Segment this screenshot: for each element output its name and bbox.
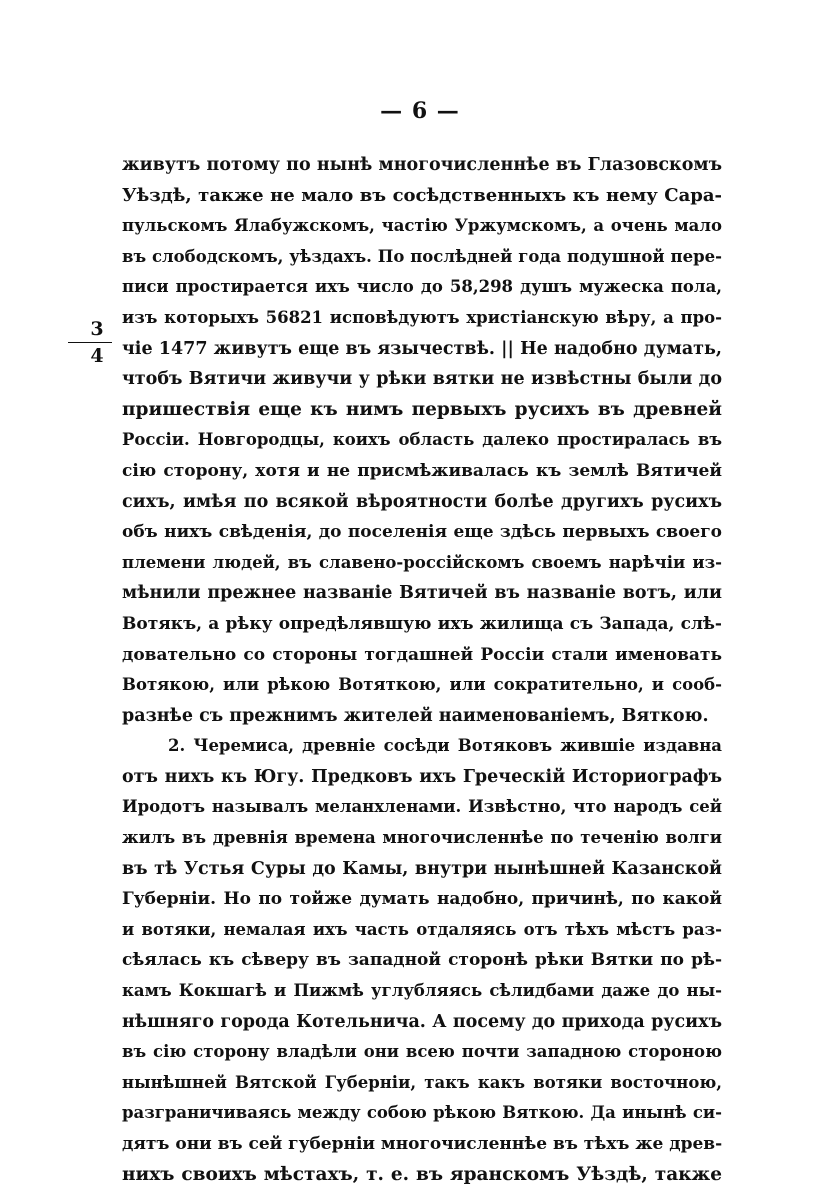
text-line: нѣшняго города Котельнича. А посему до прихода русихъ xyxy=(122,1011,722,1032)
margin-marker-bottom: 4 xyxy=(90,345,104,367)
text-line: сію сторону, хотя и не присмѣживалась къ землѣ Вятичей xyxy=(122,460,722,481)
text-line: дятъ они въ сей губерніи многочисленнѣе въ тѣхъ же древ- xyxy=(122,1134,723,1154)
text-line: нихъ своихъ мѣстахъ, т. е. въ яранскомъ Уѣздѣ, также xyxy=(122,1163,722,1185)
text-line: Россіи. Новгородцы, коихъ область далеко простиралась въ xyxy=(122,430,722,450)
text-line: камъ Кокшагѣ и Пижмѣ углубляясь сѣлидбами даже до ны- xyxy=(122,981,722,1001)
text-line: живутъ потому по нынѣ многочисленнѣе въ Глазовскомъ xyxy=(122,155,722,175)
text-line: объ нихъ свѣденія, до поселенія еще здѣсь первыхъ своего xyxy=(122,522,722,543)
text-line: чтобъ Вятичи живучи у рѣки вятки не извѣстны были до xyxy=(122,369,722,390)
text-line: въ слободскомъ, уѣздахъ. По послѣдней года подушной пере- xyxy=(122,246,722,266)
text-line: Губерніи. Но по тойже думать надобно, причинѣ, по какой xyxy=(122,889,722,910)
text-line: нынѣшней Вятской Губерніи, такъ какъ вотяки восточною, xyxy=(122,1072,722,1092)
text-line: писи простирается ихъ число до 58,298 душъ мужеска пола, xyxy=(122,277,722,297)
page-number: — 6 — xyxy=(380,98,460,124)
text-line: пришествія еще къ нимъ первыхъ русихъ въ древней xyxy=(122,398,722,420)
text-line: довательно со стороны тогдашней Россіи стали именовать xyxy=(122,644,722,665)
text-line: разграничиваясь между собою рѣкою Вяткою. Да инынѣ си- xyxy=(122,1103,722,1123)
text-line: Вотякъ, а рѣку опредѣлявшую ихъ жилища съ Запада, слѣ- xyxy=(122,613,722,634)
body-text xyxy=(122,150,722,1190)
text-line: сихъ, имѣя по всякой вѣроятности болѣе другихъ русихъ xyxy=(122,491,722,512)
text-line: изъ которыхъ 56821 исповѣдуютъ христіанскую вѣру, а про- xyxy=(122,307,722,327)
margin-marker-rule xyxy=(68,342,112,343)
text-line: жилъ въ древнія времена многочисленнѣе по теченію волги xyxy=(122,828,722,848)
text-line: мѣнили прежнее названіе Вятичей въ названіе вотъ, или xyxy=(122,583,722,604)
text-line: отъ нихъ къ Югу. Предковъ ихъ Греческій Историографъ xyxy=(122,766,722,787)
margin-marker-top: 3 xyxy=(90,318,104,340)
margin-page-marker xyxy=(82,318,112,367)
text-line: чіе 1477 живутъ еще въ язычествѣ. || Не надобно думать, xyxy=(122,338,722,359)
text-line: и вотяки, немалая ихъ часть отдаляясь отъ тѣхъ мѣстъ раз- xyxy=(122,919,722,939)
text-line: Иродотъ называлъ меланхленами. Извѣстно, что народъ сей xyxy=(122,797,722,817)
text-line: въ тѣ Устья Суры до Камы, внутри нынѣшней Казанской xyxy=(122,858,722,879)
text-line: сѣялась къ сѣверу въ западной сторонѣ рѣки Вятки по рѣ- xyxy=(122,950,722,971)
text-line: Уѣздѣ, также не мало въ сосѣдственныхъ къ нему Сара- xyxy=(122,184,722,206)
text-line: въ сію сторону владѣли они всею почти западною стороною xyxy=(122,1042,722,1062)
text-line: разнѣе съ прежнимъ жителей наименованіемъ, Вяткою. xyxy=(122,705,709,726)
paragraph-start-line: 2. Черемиса, древніе сосѣди Вотяковъ жившіе издавна xyxy=(168,736,722,756)
text-line: Вотякою, или рѣкою Вотяткою, или сократительно, и сооб- xyxy=(122,675,722,695)
text-line: племени людей, въ славено-россійскомъ своемъ нарѣчіи из- xyxy=(122,552,722,572)
text-line: пульскомъ Ялабужскомъ, частію Уржумскомъ, а очень мало xyxy=(122,216,722,236)
